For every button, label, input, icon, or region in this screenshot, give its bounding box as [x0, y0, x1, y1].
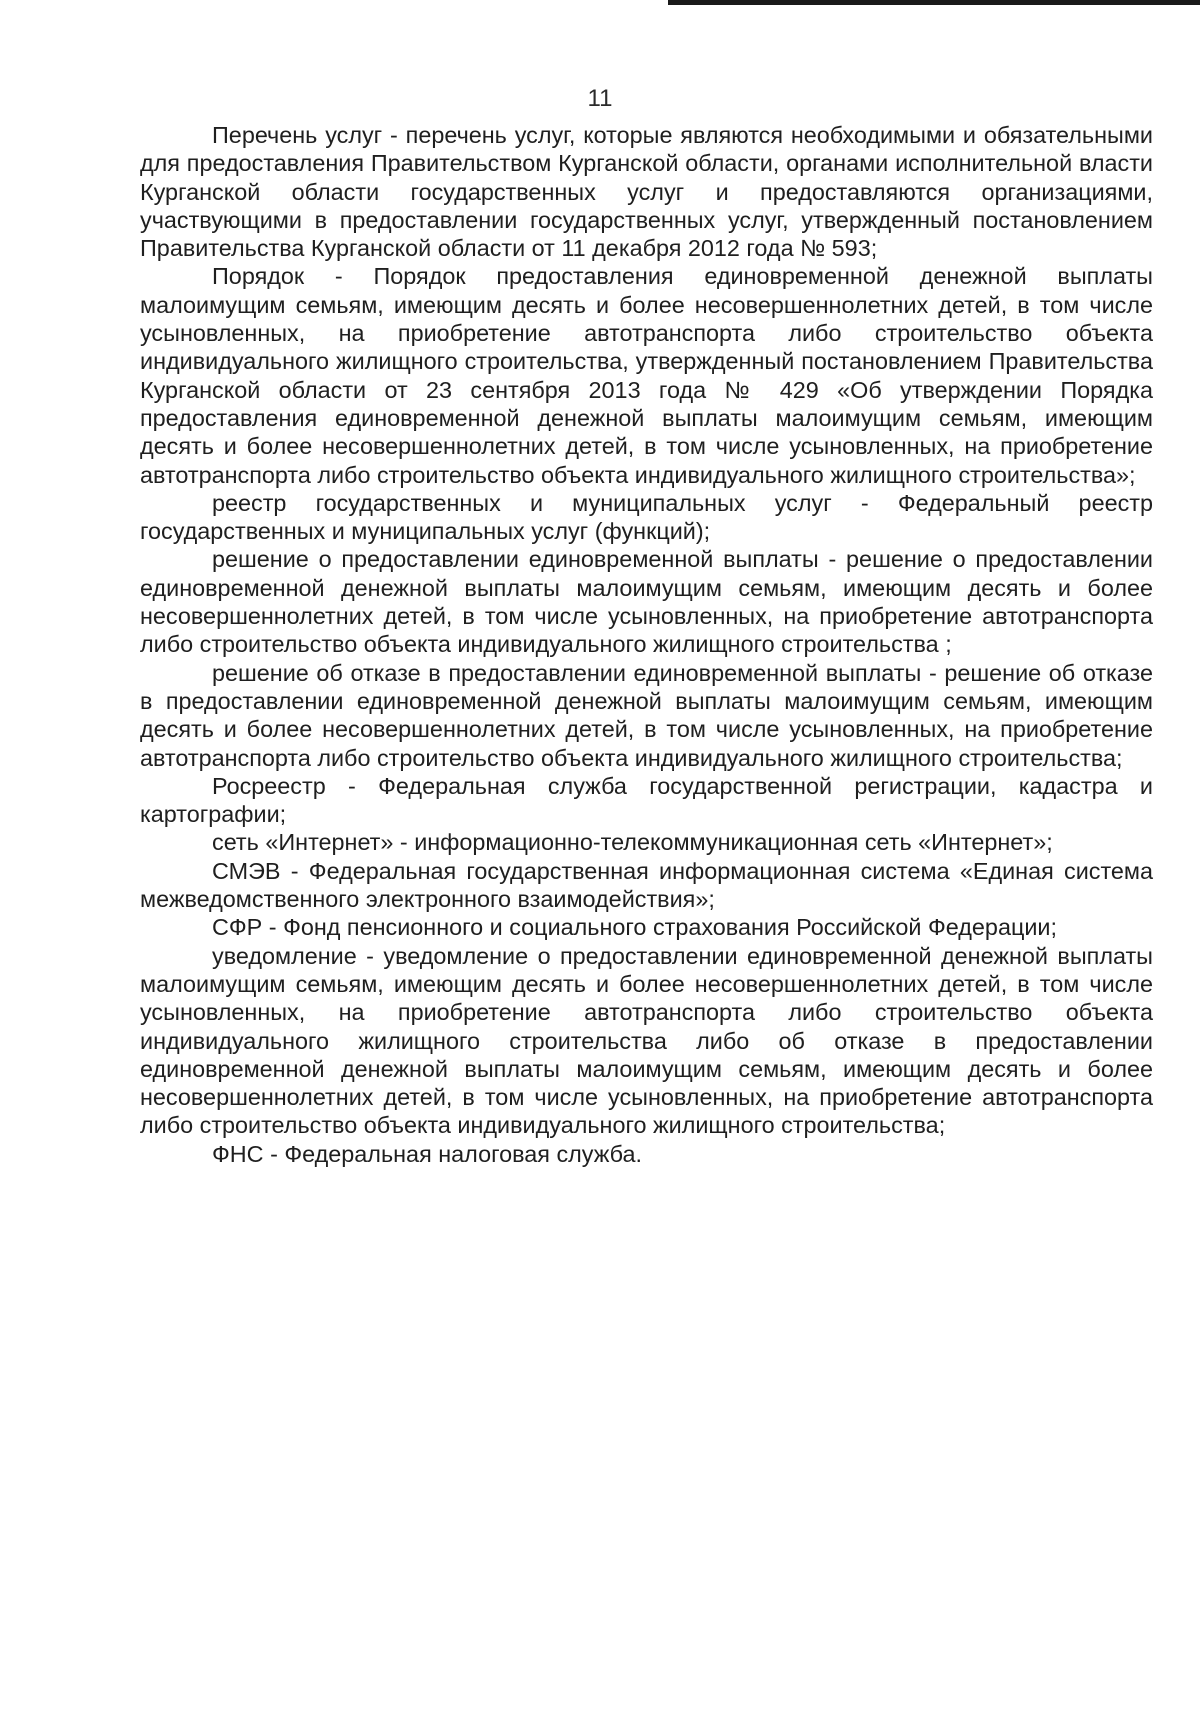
definitions-body — [140, 121, 1153, 1168]
paragraph-poryadok: Порядок - Порядок предоставления единовременной денежной выплаты малоимущим семьям, имеющим десять и более несовершеннолетних детей, в том числе усыновленных, на приобретение автотранспорта либо строительство объекта индивидуального жилищного строительства, утвержденный постановлением Правительства Курганской области от 23 сентября 2013 года № 429 «Об утверждении Порядка предоставления единовременной денежной выплаты малоимущим семьям, имеющим десять и более несовершеннолетних детей, в том числе усыновленных, на приобретение автотранспорта либо строительство объекта индивидуального жилищного строительства»; — [140, 263, 1153, 488]
paragraph-perechen-uslug: Перечень услуг - перечень услуг, которые являются необходимыми и обязательными для предоставления Правительством Курганской области, органами исполнительной власти Курганской области государственных услуг и предоставляются организациями, участвующими в предоставлении государственных услуг, утвержденный постановлением Правительства Курганской области от 11 декабря 2012 года № 593; — [140, 122, 1153, 262]
paragraph-fns: ФНС - Федеральная налоговая служба. — [212, 1140, 643, 1167]
paragraph-rosreestr: Росреестр - Федеральная служба государственной регистрации, кадастра и картографии; — [140, 772, 1153, 828]
paragraph-smev: СМЭВ - Федеральная государственная информационная система «Единая система межведомственного электронного взаимодействия»; — [140, 857, 1153, 913]
scan-edge-shadow — [668, 0, 1200, 5]
paragraph-reestr-uslug: реестр государственных и муниципальных услуг - Федеральный реестр государственных и муниципальных услуг (функций); — [140, 489, 1153, 545]
paragraph-set-internet: сеть «Интернет» - информационно-телекоммуникационная сеть «Интернет»; — [212, 829, 1053, 856]
paragraph-reshenie-ob-otkaze: решение об отказе в предоставлении единовременной выплаты - решение об отказе в предоставлении единовременной денежной выплаты малоимущим семьям, имеющим десять и более несовершеннолетних детей, в том числе усыновленных, на приобретение автотранспорта либо строительство объекта индивидуального жилищного строительства; — [140, 659, 1153, 771]
page-number: 11 — [587, 85, 613, 112]
paragraph-sfr: СФР - Фонд пенсионного и социального страхования Российской Федерации; — [212, 914, 1057, 941]
paragraph-uvedomlenie: уведомление - уведомление о предоставлении единовременной денежной выплаты малоимущим семьям, имеющим десять и более несовершеннолетних детей, в том числе усыновленных, на приобретение автотранспорта либо строительство объекта индивидуального жилищного строительства либо об отказе в предоставлении единовременной денежной выплаты малоимущим семьям, имеющим десять и более несовершеннолетних детей, в том числе усыновленных, на приобретение автотранспорта либо строительство объекта индивидуального жилищного строительства; — [140, 942, 1153, 1139]
paragraph-reshenie-o-predostavlenii: решение о предоставлении единовременной выплаты - решение о предоставлении единовременной денежной выплаты малоимущим семьям, имеющим десять и более несовершеннолетних детей, в том числе усыновленных, на приобретение автотранспорта либо строительство объекта индивидуального жилищного строительства ; — [140, 546, 1153, 658]
